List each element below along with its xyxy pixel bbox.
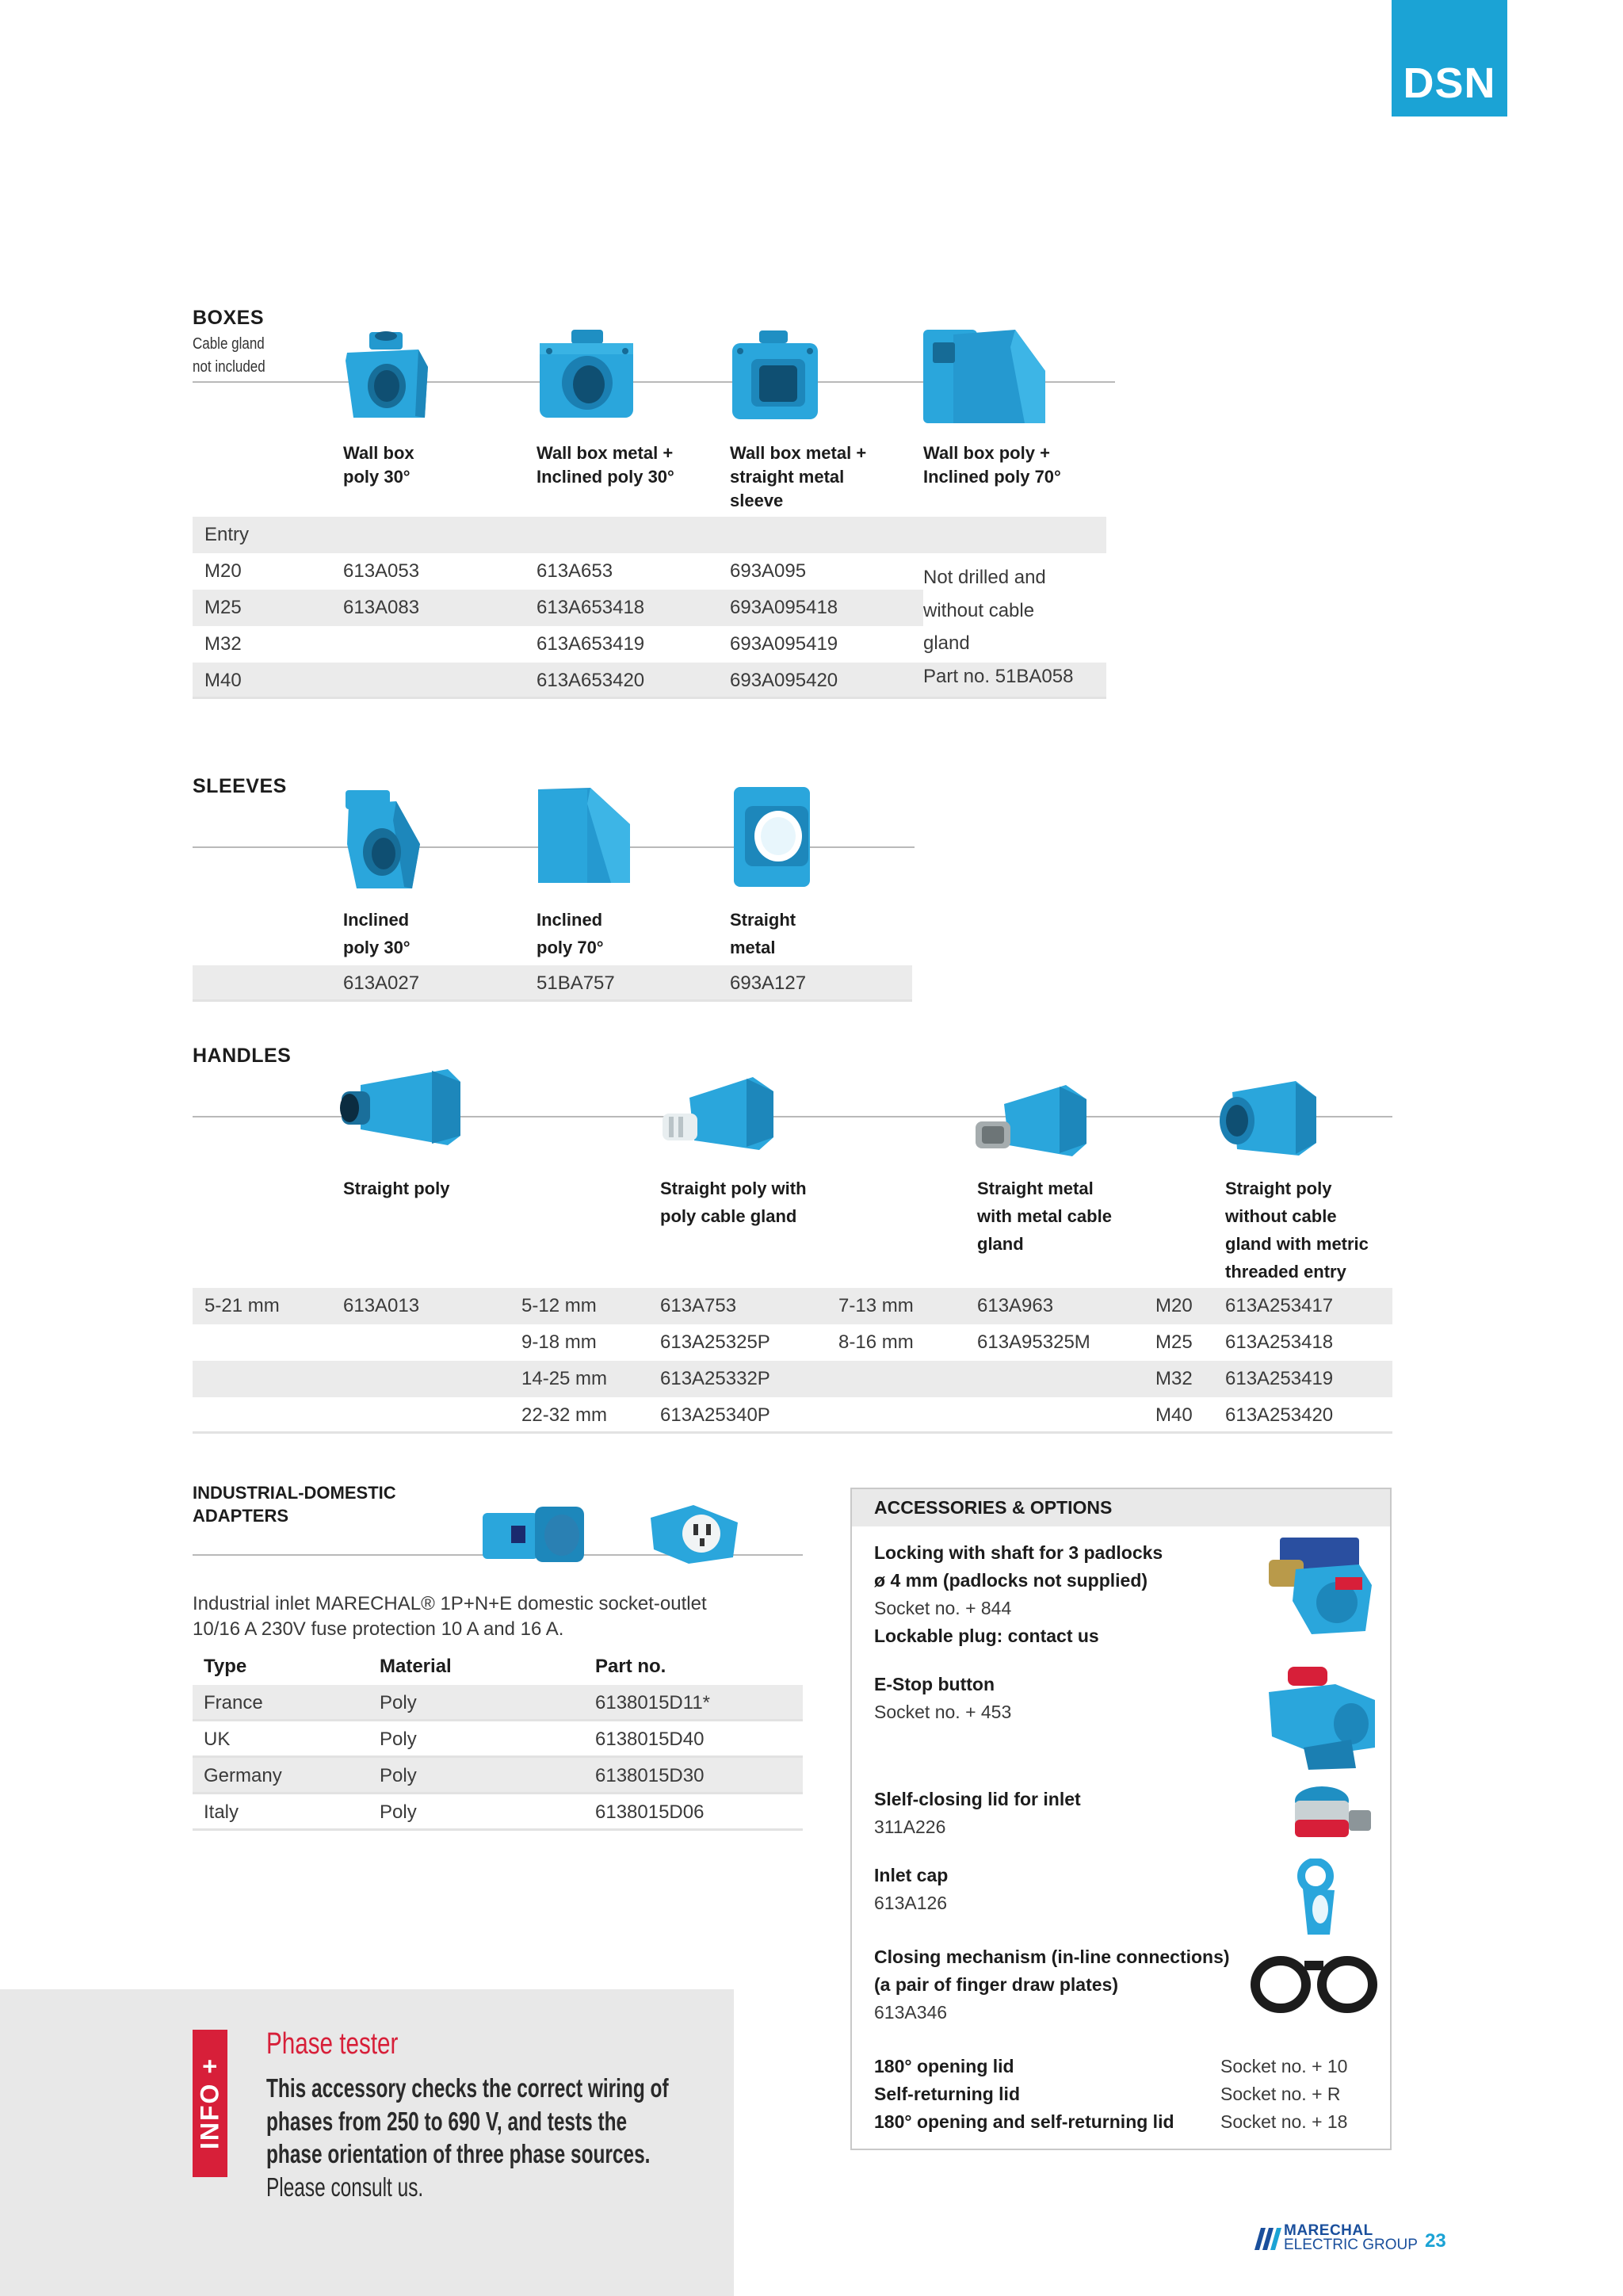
handles-title: HANDLES [193, 1045, 292, 1067]
self-closing-lid-part: 311A226 [874, 1817, 946, 1837]
sleeve-inclined-poly-30-image [341, 789, 428, 893]
type-header: Type [204, 1656, 247, 1677]
adapters-title: INDUSTRIAL-DOMESTIC ADAPTERS [193, 1483, 396, 1526]
adapters-header-row [193, 1648, 803, 1685]
estop-title: E-Stop button [874, 1674, 995, 1694]
boxes-note: Not drilled and without cable gland Part no. 51BA058 [923, 567, 1074, 687]
part-cell: 693A095420 [730, 670, 838, 691]
part-cell: 613A253418 [1225, 1331, 1334, 1353]
closing-mechanism-title: Closing mechanism (in-line connections) [874, 1946, 1230, 1967]
option-value: Socket no. + 18 [1220, 2111, 1348, 2132]
box-caption-2: Wall box metal + Inclined poly 30° [537, 443, 674, 487]
entry-cell: M32 [204, 633, 242, 655]
part-cell: 613A027 [343, 972, 420, 994]
locking-title: Locking with shaft for 3 padlocks [874, 1542, 1163, 1563]
wall-box-metal-straight-sleeve-image [727, 329, 827, 422]
page-number: 23 [1425, 2230, 1446, 2252]
part-cell: 613A083 [343, 597, 420, 618]
handle-metal-cable-gland-image [971, 1082, 1090, 1165]
handle-poly-threaded-entry-image [1216, 1076, 1319, 1159]
wall-box-poly-30-image [339, 329, 438, 424]
locking-subtitle: ø 4 mm (padlocks not supplied) [874, 1570, 1148, 1591]
part-cell: 613A963 [977, 1295, 1054, 1316]
estop-button-image [1264, 1660, 1379, 1771]
entry-cell: M40 [204, 670, 242, 691]
info-tag [193, 2030, 227, 2177]
box-caption-3: Wall box metal + straight metal sleeve [730, 443, 867, 510]
type-cell: France [204, 1692, 263, 1713]
lockable-plug-note: Lockable plug: contact us [874, 1626, 1099, 1646]
marechal-logo-icon [1253, 2226, 1281, 2252]
box-caption-1: Wall box poly 30° [343, 443, 414, 487]
handles-row-2 [193, 1324, 1392, 1361]
adapters-description: Industrial inlet MARECHAL® 1P+N+E domestic socket-outlet 10/16 A 230V fuse protection 10 A and 16 A. [193, 1593, 707, 1640]
material-header: Material [380, 1656, 452, 1677]
section-tab: DSN [1392, 0, 1507, 117]
part-cell: 693A095419 [730, 633, 838, 655]
part-cell: 693A095418 [730, 597, 838, 618]
accessories-title: ACCESSORIES & OPTIONS [874, 1497, 1113, 1518]
padlock-shaft-image [1264, 1530, 1379, 1641]
part-cell: 6138015D30 [595, 1765, 705, 1786]
part-cell: 613A25325P [660, 1331, 770, 1353]
adapters-row-france [193, 1685, 803, 1721]
closing-mechanism-part: 613A346 [874, 2002, 948, 2023]
option-name: 180° opening and self-returning lid [874, 2111, 1174, 2132]
adapter-socket-outlet-image [646, 1502, 741, 1565]
handles-row-4 [193, 1397, 1392, 1434]
part-cell: 613A013 [343, 1295, 420, 1316]
entry-cell: M25 [204, 597, 242, 618]
adapters-row-italy [193, 1794, 803, 1831]
sleeve-caption-2: Inclined poly 70° [537, 910, 604, 957]
part-no-header: Part no. [595, 1656, 666, 1677]
handle-caption-1: Straight poly [343, 1179, 450, 1198]
type-cell: Germany [204, 1765, 282, 1786]
part-cell: 6138015D40 [595, 1729, 705, 1750]
self-closing-lid-image [1284, 1783, 1375, 1847]
boxes-title: BOXES [193, 307, 265, 329]
entry-cell: M32 [1155, 1368, 1193, 1389]
entry-cell: M20 [204, 560, 242, 582]
logo-wordmark-bottom: ELECTRIC GROUP [1284, 2237, 1418, 2253]
handle-poly-cable-gland-image [658, 1074, 777, 1161]
part-cell: 613A253417 [1225, 1295, 1334, 1316]
entry-cell: M40 [1155, 1404, 1193, 1426]
part-cell: 613A753 [660, 1295, 737, 1316]
self-closing-lid-title: Slelf-closing lid for inlet [874, 1789, 1081, 1809]
range-cell: 5-12 mm [521, 1295, 597, 1316]
boxes-subtitle-2: not included [193, 358, 265, 376]
finger-draw-plates-image [1249, 1951, 1384, 2016]
part-cell: 613A25332P [660, 1368, 770, 1389]
option-name: Self-returning lid [874, 2084, 1020, 2104]
wall-box-metal-inclined-poly-30-image [533, 327, 640, 422]
part-cell: 613A053 [343, 560, 420, 582]
entry-cell: M20 [1155, 1295, 1193, 1316]
range-cell: 22-32 mm [521, 1404, 608, 1426]
part-cell: 613A653420 [537, 670, 645, 691]
material-cell: Poly [380, 1692, 417, 1713]
part-cell: 613A653418 [537, 597, 645, 618]
info-title: Phase tester [266, 2027, 399, 2061]
type-cell: Italy [204, 1801, 239, 1823]
range-cell: 8-16 mm [838, 1331, 914, 1353]
part-cell: 693A127 [730, 972, 807, 994]
adapter-inlet-image [479, 1502, 590, 1565]
sleeve-inclined-poly-70-image [535, 785, 634, 888]
handle-caption-4: Straight poly without cable gland with metric threaded entry [1225, 1179, 1369, 1282]
boxes-row-m25 [193, 590, 923, 626]
wall-box-poly-inclined-poly-70-image [922, 323, 1048, 426]
material-cell: Poly [380, 1729, 417, 1750]
part-cell: 693A095 [730, 560, 807, 582]
part-cell: 6138015D11* [595, 1692, 711, 1713]
boxes-row-m32 [193, 626, 923, 663]
part-cell: 6138015D06 [595, 1801, 705, 1823]
range-cell: 14-25 mm [521, 1368, 608, 1389]
type-cell: UK [204, 1729, 231, 1750]
inlet-cap-title: Inlet cap [874, 1865, 949, 1885]
boxes-subtitle-1: Cable gland [193, 335, 265, 353]
logo-wordmark-top: MARECHAL [1284, 2222, 1373, 2239]
estop-socket-no: Socket no. + 453 [874, 1702, 1012, 1722]
inlet-cap-image [1292, 1859, 1347, 1938]
box-caption-4: Wall box poly + Inclined poly 70° [923, 443, 1061, 487]
adapters-row-uk [193, 1721, 803, 1758]
boxes-header-row [193, 517, 1106, 553]
handle-straight-poly-image [337, 1066, 464, 1149]
range-cell: 9-18 mm [521, 1331, 597, 1353]
part-cell: 613A253419 [1225, 1368, 1334, 1389]
handles-row-3 [193, 1361, 1392, 1397]
material-cell: Poly [380, 1765, 417, 1786]
range-cell: 5-21 mm [204, 1295, 280, 1316]
part-cell: 613A653 [537, 560, 613, 582]
part-cell: 613A25340P [660, 1404, 770, 1426]
info-text: This accessory checks the correct wiring of phases from 250 to 690 V, and tests the phase orientation of three phase sources. Please consult us. [266, 2073, 669, 2202]
part-cell: 613A253420 [1225, 1404, 1334, 1426]
option-name: 180° opening lid [874, 2056, 1014, 2076]
accessories-header [852, 1489, 1390, 1526]
info-tag-label: INFO + [195, 2057, 224, 2150]
handle-caption-2: Straight poly with poly cable gland [660, 1179, 807, 1226]
entry-header: Entry [204, 524, 250, 545]
closing-mechanism-subtitle: (a pair of finger draw plates) [874, 1974, 1118, 1995]
option-value: Socket no. + R [1220, 2084, 1341, 2104]
sleeves-parts-row [193, 965, 912, 1002]
sleeve-straight-metal-image [729, 782, 820, 893]
handle-caption-3: Straight metal with metal cable gland [977, 1179, 1112, 1254]
entry-cell: M25 [1155, 1331, 1193, 1353]
sleeve-caption-3: Straight metal [730, 910, 796, 957]
material-cell: Poly [380, 1801, 417, 1823]
sleeves-title: SLEEVES [193, 775, 287, 797]
handles-row-1 [193, 1288, 1392, 1324]
part-cell: 613A653419 [537, 633, 645, 655]
part-cell: 613A95325M [977, 1331, 1090, 1353]
option-value: Socket no. + 10 [1220, 2056, 1348, 2076]
sleeve-caption-1: Inclined poly 30° [343, 910, 411, 957]
locking-socket-no: Socket no. + 844 [874, 1598, 1012, 1618]
adapters-row-germany [193, 1758, 803, 1794]
inlet-cap-part: 613A126 [874, 1893, 948, 1913]
range-cell: 7-13 mm [838, 1295, 914, 1316]
part-cell: 51BA757 [537, 972, 615, 994]
